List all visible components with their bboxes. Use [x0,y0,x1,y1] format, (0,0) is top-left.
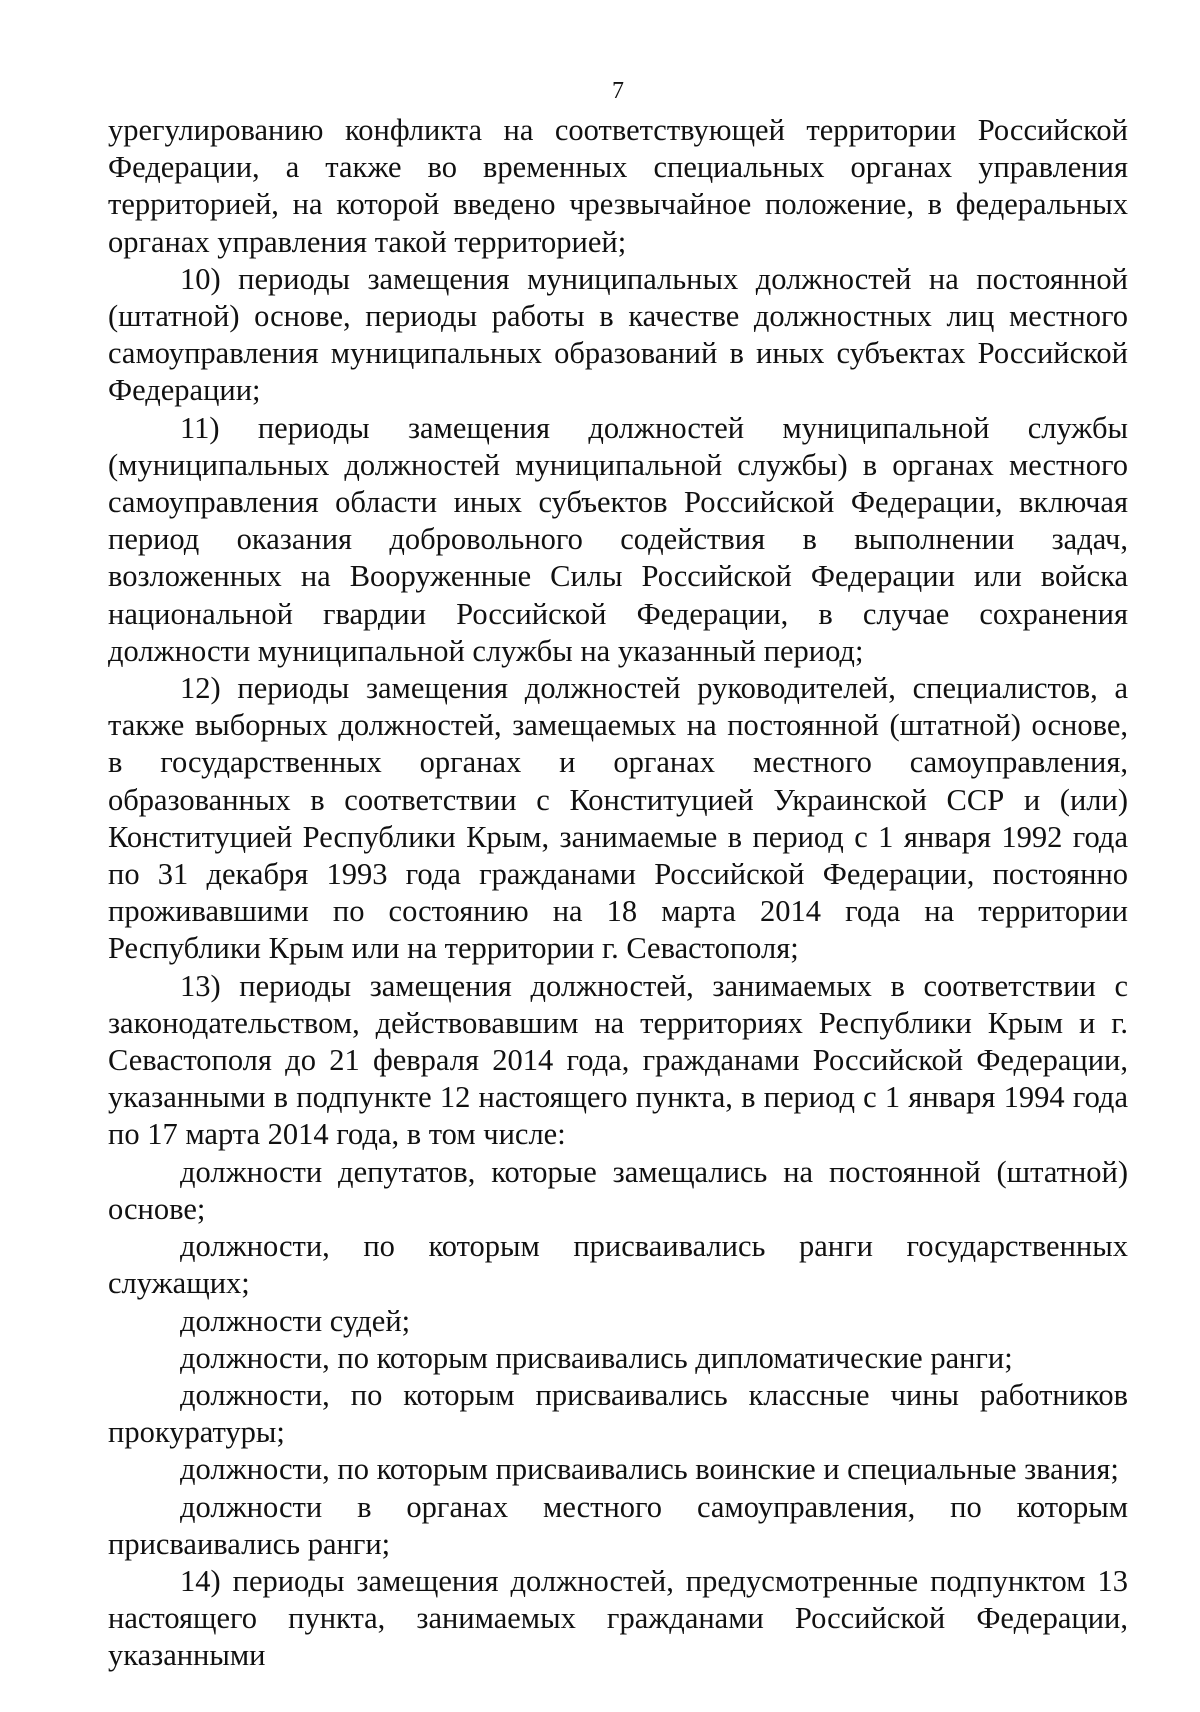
paragraph-item-14: 14) периоды замещения должностей, предусмотренные подпунктом 13 настоящего пункта, занимаемых гражданами Российской Федерации, указанными [108,1563,1128,1673]
paragraph-item-13: 13) периоды замещения должностей, занимаемых в соответствии с законодательством, действовавшим на территориях Республики Крым и г. Севастополя до 21 февраля 2014 года, гражданами Российской Федерации, указанными в подпункте 12 настоящего пункта, в период с 1 января 1994 года по 17 марта 2014 года, в том числе: [108,968,1128,1152]
paragraph-continuation: урегулированию конфликта на соответствующей территории Российской Федерации, а также во временных специальных органах управления территорией, на которой введено чрезвычайное положение, в федеральных органах управления такой территорией; [108,113,1128,259]
sub-item-deputies: должности депутатов, которые замещались на постоянной (штатной) основе; [108,1154,1128,1226]
sub-item-diplomatic-ranks: должности, по которым присваивались дипломатические ранги; [180,1340,1013,1375]
sub-item-prosecutor-ranks: должности, по которым присваивались классные чины работников прокуратуры; [108,1377,1128,1450]
sub-item-judges: должности судей; [180,1303,411,1338]
sub-item-civil-service-ranks: должности, по которым присваивались ранги государственных служащих; [108,1229,1128,1301]
paragraph-item-11: 11) периоды замещения должностей муниципальной службы (муниципальных должностей муниципальной службы) в органах местного самоуправления области иных субъектов Российской Федерации, включая период оказания добровольного содействия в выполнении задач, возложенных на Вооруженные Силы Российской Федерации или войска национальной гвардии Российской Федерации, в случае сохранения должности муниципальной службы на указанный период; [108,410,1128,668]
page-number: 7 [612,78,624,104]
paragraph-item-12: 12) периоды замещения должностей руководителей, специалистов, а также выборных должностей, замещаемых на постоянной (штатной) основе, в государственных органах и органах местного самоуправления, образованных в соответствии с Конституцией Украинской ССР и (или) Конституцией Республики Крым, занимаемые в период с 1 января 1992 года по 31 декабря 1993 года гражданами Российской Федерации, постоянно проживавшими по состоянию на 18 марта 2014 года на территории Республики Крым или на территории г. Севастополя; [108,671,1128,966]
sub-item-local-government-ranks: должности в органах местного самоуправления, по которым присваивались ранги; [108,1489,1128,1561]
sub-item-military-ranks: должности, по которым присваивались воинские и специальные звания; [180,1452,1119,1487]
document-body [108,112,1128,1675]
paragraph-item-10: 10) периоды замещения муниципальных должностей на постоянной (штатной) основе, периоды работы в качестве должностных лиц местного самоуправления муниципальных образований в иных субъектах Российской Федерации; [108,261,1128,408]
